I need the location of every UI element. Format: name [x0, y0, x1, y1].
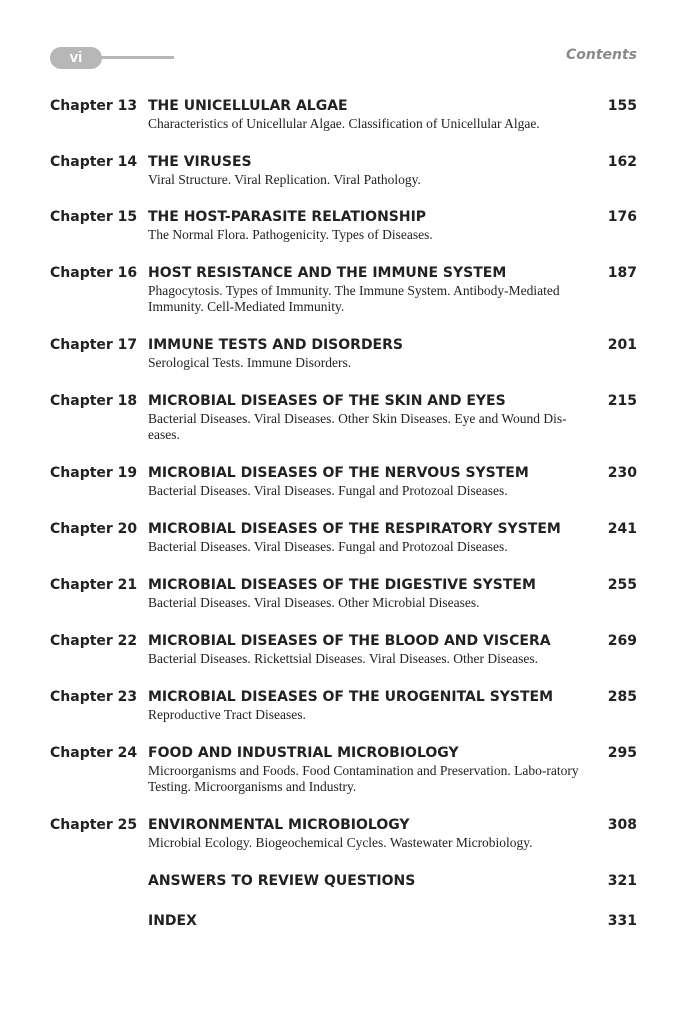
chapter-title: MICROBIAL DISEASES OF THE NERVOUS SYSTEM — [148, 465, 529, 481]
page-number: 285 — [607, 689, 637, 705]
chapter-label: Chapter 14 — [50, 154, 138, 170]
chapter-title: HOST RESISTANCE AND THE IMMUNE SYSTEM — [148, 265, 507, 281]
chapter-description: Bacterial Diseases. Rickettsial Diseases. Viral Diseases. Other Diseases. — [148, 651, 538, 666]
page-header — [0, 0, 683, 80]
page-number: 308 — [607, 817, 637, 833]
chapter-title: FOOD AND INDUSTRIAL MICROBIOLOGY — [148, 745, 459, 761]
page-number: 176 — [607, 209, 637, 225]
page-number: 187 — [607, 265, 637, 281]
page-number: 215 — [607, 393, 637, 409]
chapter-title: MICROBIAL DISEASES OF THE UROGENITAL SYSTEM — [148, 689, 554, 705]
page-number: 331 — [607, 913, 637, 929]
chapter-title: ENVIRONMENTAL MICROBIOLOGY — [148, 817, 410, 833]
page-number: 155 — [607, 98, 637, 114]
chapter-label: Chapter 17 — [50, 337, 138, 353]
chapter-title: MICROBIAL DISEASES OF THE BLOOD AND VISCERA — [148, 633, 551, 649]
chapter-label: Chapter 22 — [50, 633, 138, 649]
chapter-description: Bacterial Diseases. Viral Diseases. Fungal and Protozoal Diseases. — [148, 539, 508, 554]
chapter-title: MICROBIAL DISEASES OF THE SKIN AND EYES — [148, 393, 506, 409]
section-title: INDEX — [148, 913, 197, 929]
page-number: 269 — [607, 633, 637, 649]
chapter-description: Bacterial Diseases. Viral Diseases. Other Skin Diseases. Eye and Wound Dis-eases. — [148, 411, 567, 442]
chapter-label: Chapter 16 — [50, 265, 138, 281]
chapter-label: Chapter 25 — [50, 817, 138, 833]
chapter-description: Bacterial Diseases. Viral Diseases. Other Microbial Diseases. — [148, 595, 480, 610]
page-number: 241 — [607, 521, 637, 537]
chapter-title: THE UNICELLULAR ALGAE — [148, 98, 348, 114]
chapter-description: Characteristics of Unicellular Algae. Classification of Unicellular Algae. — [148, 116, 540, 131]
chapter-label: Chapter 19 — [50, 465, 138, 481]
page-number: 162 — [607, 154, 637, 170]
chapter-label: Chapter 24 — [50, 745, 138, 761]
page-number: 230 — [607, 465, 637, 481]
header-rule — [98, 56, 174, 59]
chapter-label: Chapter 20 — [50, 521, 138, 537]
running-title: Contents — [565, 47, 637, 63]
chapter-label: Chapter 15 — [50, 209, 138, 225]
chapter-description: The Normal Flora. Pathogenicity. Types of Diseases. — [148, 227, 433, 242]
chapter-description: Phagocytosis. Types of Immunity. The Immune System. Antibody-Mediated Immunity. Cell-Mediated Immunity. — [148, 283, 560, 314]
chapter-title: THE VIRUSES — [148, 154, 252, 170]
section-title: ANSWERS TO REVIEW QUESTIONS — [148, 873, 416, 889]
chapter-title: MICROBIAL DISEASES OF THE RESPIRATORY SYSTEM — [148, 521, 561, 537]
chapter-description: Microorganisms and Foods. Food Contamination and Preservation. Labo-ratory Testing. Microorganisms and Industry. — [148, 763, 579, 794]
chapter-label: Chapter 18 — [50, 393, 138, 409]
chapter-description: Reproductive Tract Diseases. — [148, 707, 306, 722]
page-number: 321 — [607, 873, 637, 889]
chapter-title: THE HOST-PARASITE RELATIONSHIP — [148, 209, 427, 225]
chapter-description: Microbial Ecology. Biogeochemical Cycles. Wastewater Microbiology. — [148, 835, 533, 850]
chapter-title: MICROBIAL DISEASES OF THE DIGESTIVE SYSTEM — [148, 577, 536, 593]
chapter-label: Chapter 21 — [50, 577, 138, 593]
chapter-description: Bacterial Diseases. Viral Diseases. Fungal and Protozoal Diseases. — [148, 483, 508, 498]
chapter-description: Serological Tests. Immune Disorders. — [148, 355, 352, 370]
chapter-description: Viral Structure. Viral Replication. Viral Pathology. — [148, 172, 421, 187]
chapter-label: Chapter 23 — [50, 689, 138, 705]
chapter-title: IMMUNE TESTS AND DISORDERS — [148, 337, 403, 353]
page-number: 295 — [607, 745, 637, 761]
page-number: 201 — [607, 337, 637, 353]
page-number-badge: vi — [50, 47, 102, 69]
page-number: 255 — [607, 577, 637, 593]
chapter-label: Chapter 13 — [50, 98, 138, 114]
